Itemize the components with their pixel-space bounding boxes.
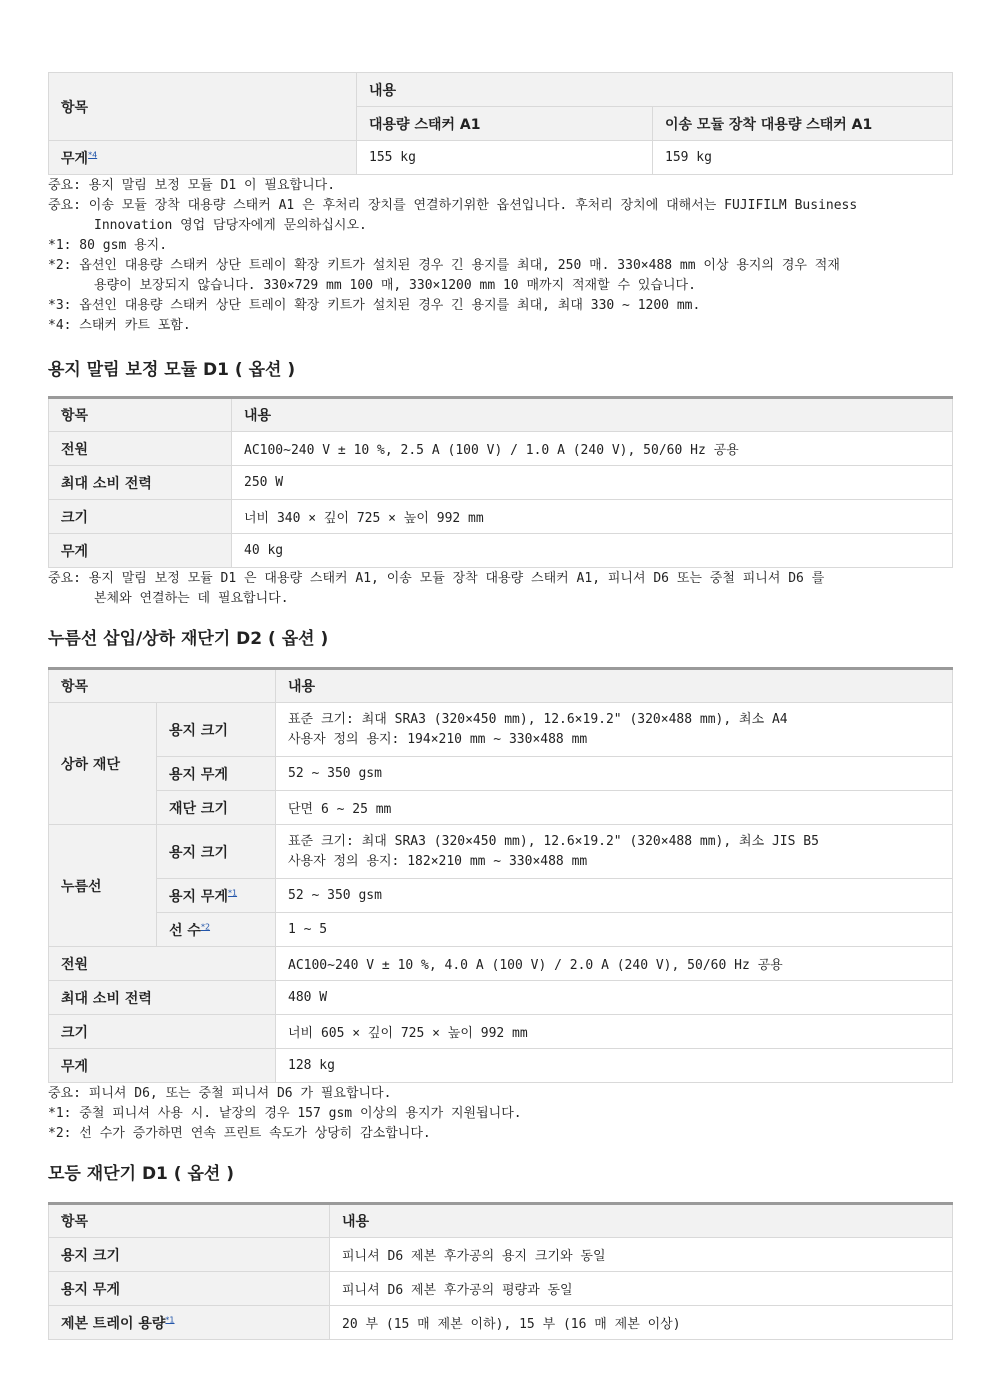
note-line: *2: 옵션인 대용량 스태커 상단 트레이 확장 키트가 설치된 경우 긴 용지를 최대, 250 매. 330×488 mm 이상 용지의 경우 적재 [48, 258, 840, 273]
row-label: 최대 소비 전력 [49, 981, 276, 1015]
weight-value-1: 155 kg [357, 141, 653, 175]
row-value: 52 ~ 350 gsm [276, 879, 953, 913]
section-title-creaser: 누름선 삽입/상하 재단기 D2 ( 옵션 ) [48, 629, 329, 649]
note-line: 중요: 이송 모듈 장착 대용량 스태커 A1 은 후처리 장치를 연결하기위한 옵션입니다. 후처리 장치에 대해서는 FUJIFILM Business [48, 198, 858, 213]
row-label: 무게 [49, 1049, 276, 1083]
row-label: 재단 크기 [157, 791, 276, 825]
row-label: 제본 트레이 용량$^{*1}$ [49, 1306, 330, 1340]
row-label: 선 수$^{*2}$ [157, 913, 276, 947]
footnote-link[interactable]: *1 [227, 887, 238, 897]
header-content: 내용 [232, 398, 953, 432]
row-value: 1 ~ 5 [276, 913, 953, 947]
row-label: 용지 무게 [49, 1272, 330, 1306]
header-content: 내용 [276, 669, 953, 703]
document-page [48, 72, 952, 1340]
section-title-decurler: 용지 말림 보정 모듈 D1 ( 옵션 ) [48, 360, 296, 380]
note-line: *1: 80 gsm 용지. [48, 238, 168, 253]
row-label: 크기 [49, 500, 232, 534]
row-label: 전원 [49, 947, 276, 981]
note-line: 용량이 보장되지 않습니다. 330×729 mm 100 매, 330×1200 mm 10 매까지 적재할 수 있습니다. [94, 278, 696, 293]
header-item: 항목 [49, 669, 276, 703]
header-item: 항목 [49, 73, 357, 141]
row-value: 20 부 (15 매 제본 이하), 15 부 (16 매 제본 이상) [330, 1306, 953, 1340]
note-line: *1: 중철 피니셔 사용 시. 낱장의 경우 157 gsm 이상의 용지가 지원됩니다. [48, 1106, 522, 1121]
footnote-link[interactable]: *4 [88, 149, 98, 159]
note-line: *4: 스태커 카트 포함. [48, 318, 191, 333]
row-value: 피니셔 D6 제본 후가공의 평량과 동일 [330, 1272, 953, 1306]
row-value: 피니셔 D6 제본 후가공의 용지 크기와 동일 [330, 1238, 953, 1272]
row-value: 52 ~ 350 gsm [276, 757, 953, 791]
section-title-squarefold: 모등 재단기 D1 ( 옵션 ) [48, 1164, 235, 1184]
row-value: 단면 6 ~ 25 mm [276, 791, 953, 825]
row-label: 용지 크기 [49, 1238, 330, 1272]
note-line: Innovation 영업 담당자에게 문의하십시오. [94, 218, 367, 233]
header-transport-stacker: 이송 모듈 장착 대용량 스태커 A1 [653, 107, 953, 141]
row-label: 크기 [49, 1015, 276, 1049]
note-line: 중요: 피니셔 D6, 또는 중철 피니셔 D6 가 필요합니다. [48, 1086, 392, 1101]
row-label: 전원 [49, 432, 232, 466]
weight-value-2: 159 kg [653, 141, 953, 175]
row-label-weight: 무게$^{*4}$ [49, 141, 357, 175]
row-value: 너비 340 × 깊이 725 × 높이 992 mm [232, 500, 953, 534]
header-content: 내용 [330, 1204, 953, 1238]
footnote-link[interactable]: *1 [165, 1314, 175, 1324]
note-line: *2: 선 수가 증가하면 연속 프린트 속도가 상당히 감소합니다. [48, 1126, 431, 1141]
row-label: 용지 무게 [157, 757, 276, 791]
note-line: 중요: 용지 말림 보정 모듈 D1 은 대용량 스태커 A1, 이송 모듈 장착 대용량 스태커 A1, 피니셔 D6 또는 중철 피니셔 D6 를 [48, 571, 825, 586]
creaser-notes [48, 1084, 952, 1144]
row-label: 용지 크기 [157, 703, 276, 757]
row-value: 40 kg [232, 534, 953, 568]
row-value: 480 W [276, 981, 953, 1015]
row-value: 250 W [232, 466, 953, 500]
row-value: 128 kg [276, 1049, 953, 1083]
note-line: *3: 옵션인 대용량 스태커 상단 트레이 확장 키트가 설치된 경우 긴 용지를 최대, 최대 330 ~ 1200 mm. [48, 298, 701, 313]
row-value: 너비 605 × 깊이 725 × 높이 992 mm [276, 1015, 953, 1049]
group-label-trim: 상하 재단 [49, 703, 157, 825]
squarefold-table [48, 1202, 953, 1340]
row-label: 최대 소비 전력 [49, 466, 232, 500]
row-value: AC100~240 V ± 10 %, 4.0 A (100 V) / 2.0 A (240 V), 50/60 Hz 공용 [276, 947, 953, 981]
group-label-crease: 누름선 [49, 825, 157, 947]
header-large-stacker: 대용량 스태커 A1 [357, 107, 653, 141]
row-label: 용지 크기 [157, 825, 276, 879]
header-content: 내용 [357, 73, 953, 107]
stacker-notes [48, 176, 952, 336]
row-label: 용지 무게$^{*1}$ [157, 879, 276, 913]
footnote-link[interactable]: *2 [200, 921, 211, 931]
note-line: 본체와 연결하는 데 필요합니다. [94, 591, 289, 606]
creaser-table [48, 667, 953, 1083]
decurler-notes [48, 569, 952, 609]
header-item: 항목 [49, 398, 232, 432]
stacker-weight-table [48, 72, 953, 175]
row-value: 표준 크기: 최대 SRA3 (320×450 mm), 12.6×19.2" (320×488 mm), 최소 A4 사용자 정의 용지: 194×210 mm ~ 330×488 mm [276, 703, 953, 757]
header-item: 항목 [49, 1204, 330, 1238]
row-label: 무게 [49, 534, 232, 568]
row-value: 표준 크기: 최대 SRA3 (320×450 mm), 12.6×19.2" (320×488 mm), 최소 JIS B5 사용자 정의 용지: 182×210 mm ~ 330×488 mm [276, 825, 953, 879]
row-value: AC100~240 V ± 10 %, 2.5 A (100 V) / 1.0 A (240 V), 50/60 Hz 공용 [232, 432, 953, 466]
note-line: 중요: 용지 말림 보정 모듈 D1 이 필요합니다. [48, 178, 336, 193]
decurler-table [48, 396, 953, 568]
